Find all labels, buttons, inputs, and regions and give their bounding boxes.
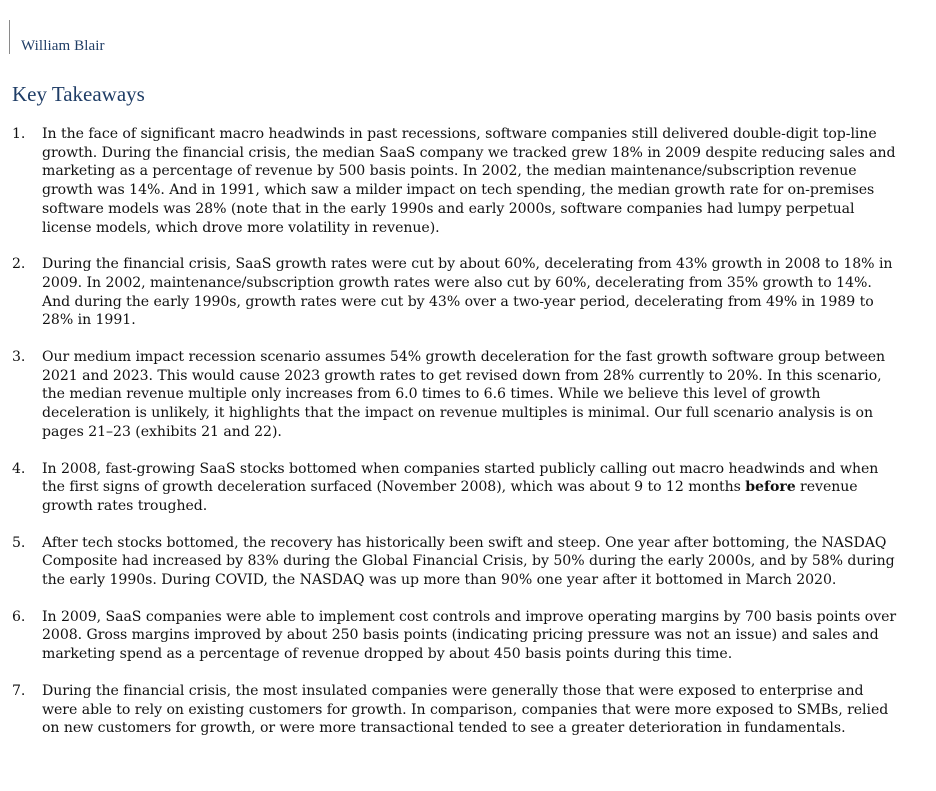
takeaway-item-6: [12, 608, 900, 664]
takeaway-number: 3.: [12, 349, 26, 366]
brand-name: William Blair: [21, 38, 105, 54]
takeaway-text: After tech stocks bottomed, the recovery has historically been swift and steep. One year after bottoming, the NASDAQ Composite had increased by 83% during the Global Financial Crisis, by 50% during the early 2000s, and by 58% during the early 1990s. During COVID, the NASDAQ was up more than 90% one year after it bottomed in March 2020.: [42, 534, 895, 589]
takeaway-item-5: [12, 534, 900, 590]
takeaway-number: 7.: [12, 682, 26, 699]
takeaway-number: 1.: [12, 126, 26, 142]
takeaway-emphasis: before: [745, 479, 796, 496]
takeaway-number: 2.: [12, 256, 26, 273]
takeaway-text-before: In 2008, fast-growing SaaS stocks bottomed when companies started publicly calling out macro headwinds and when the first signs of growth deceleration surfaced (November 2008), which was about 9 to 12 months: [42, 460, 879, 496]
takeaway-text: In the face of significant macro headwinds in past recessions, software companies still delivered double-digit top-line growth. During the financial crisis, the median SaaS company we tracked grew 18% in 2009 despite reducing sales and marketing as a percentage of revenue by 500 basis points. In 2002, the median maintenance/subscription revenue growth was 14%. And in 1991, which saw a milder impact on tech spending, the median growth rate for on-premises software models was 28% (note that in the early 1990s and early 2000s, software companies had lumpy perpetual license models, which drove more volatility in revenue).: [42, 126, 896, 236]
takeaways-list: [12, 125, 900, 756]
takeaway-text: Our medium impact recession scenario assumes 54% growth deceleration for the fast growth software group between 2021 and 2023. This would cause 2023 growth rates to get revised down from 28% currently to 20%. In this scenario, the median revenue multiple only increases from 6.0 times to 6.6 times. While we believe this level of growth deceleration is unlikely, it highlights that the impact on revenue multiples is minimal. Our full scenario analysis is on pages 21–23 (exhibits 21 and 22).: [42, 349, 886, 440]
takeaway-text: [42, 461, 878, 514]
section-title: Key Takeaways: [12, 82, 145, 106]
takeaway-number: 5.: [12, 534, 26, 551]
brand-vertical-rule: [9, 20, 10, 54]
takeaway-text-after: revenue growth rates troughed.: [42, 479, 858, 514]
takeaway-item-3: [12, 348, 900, 442]
takeaway-text: During the financial crisis, the most insulated companies were generally those that were exposed to enterprise and were able to rely on existing customers for growth. In comparison, companies that were more exposed to SMBs, relied on new customers for growth, or were more transactional tended to see a greater deterioration in fundamentals.: [42, 682, 889, 737]
takeaway-item-2: [12, 255, 900, 330]
takeaway-number: 6.: [12, 608, 26, 625]
takeaway-text: During the financial crisis, SaaS growth rates were cut by about 60%, decelerating from 43% growth in 2008 to 18% in 2009. In 2002, maintenance/subscription growth rates were also cut by 60%, decelerating from 35% growth to 14%. And during the early 1990s, growth rates were cut by 43% over a two-year period, decelerating from 49% in 1989 to 28% in 1991.: [42, 256, 893, 329]
takeaway-item-1: [12, 125, 900, 237]
takeaway-item-7: [12, 682, 900, 738]
takeaway-item-4: [12, 460, 900, 516]
takeaway-text: In 2009, SaaS companies were able to implement cost controls and improve operating margins by 700 basis points over 2008. Gross margins improved by about 250 basis points (indicating pricing pressure was not an issue) and sales and marketing spend as a percentage of revenue dropped by about 450 basis points during this time.: [42, 608, 897, 663]
takeaway-number: 4.: [12, 460, 26, 477]
